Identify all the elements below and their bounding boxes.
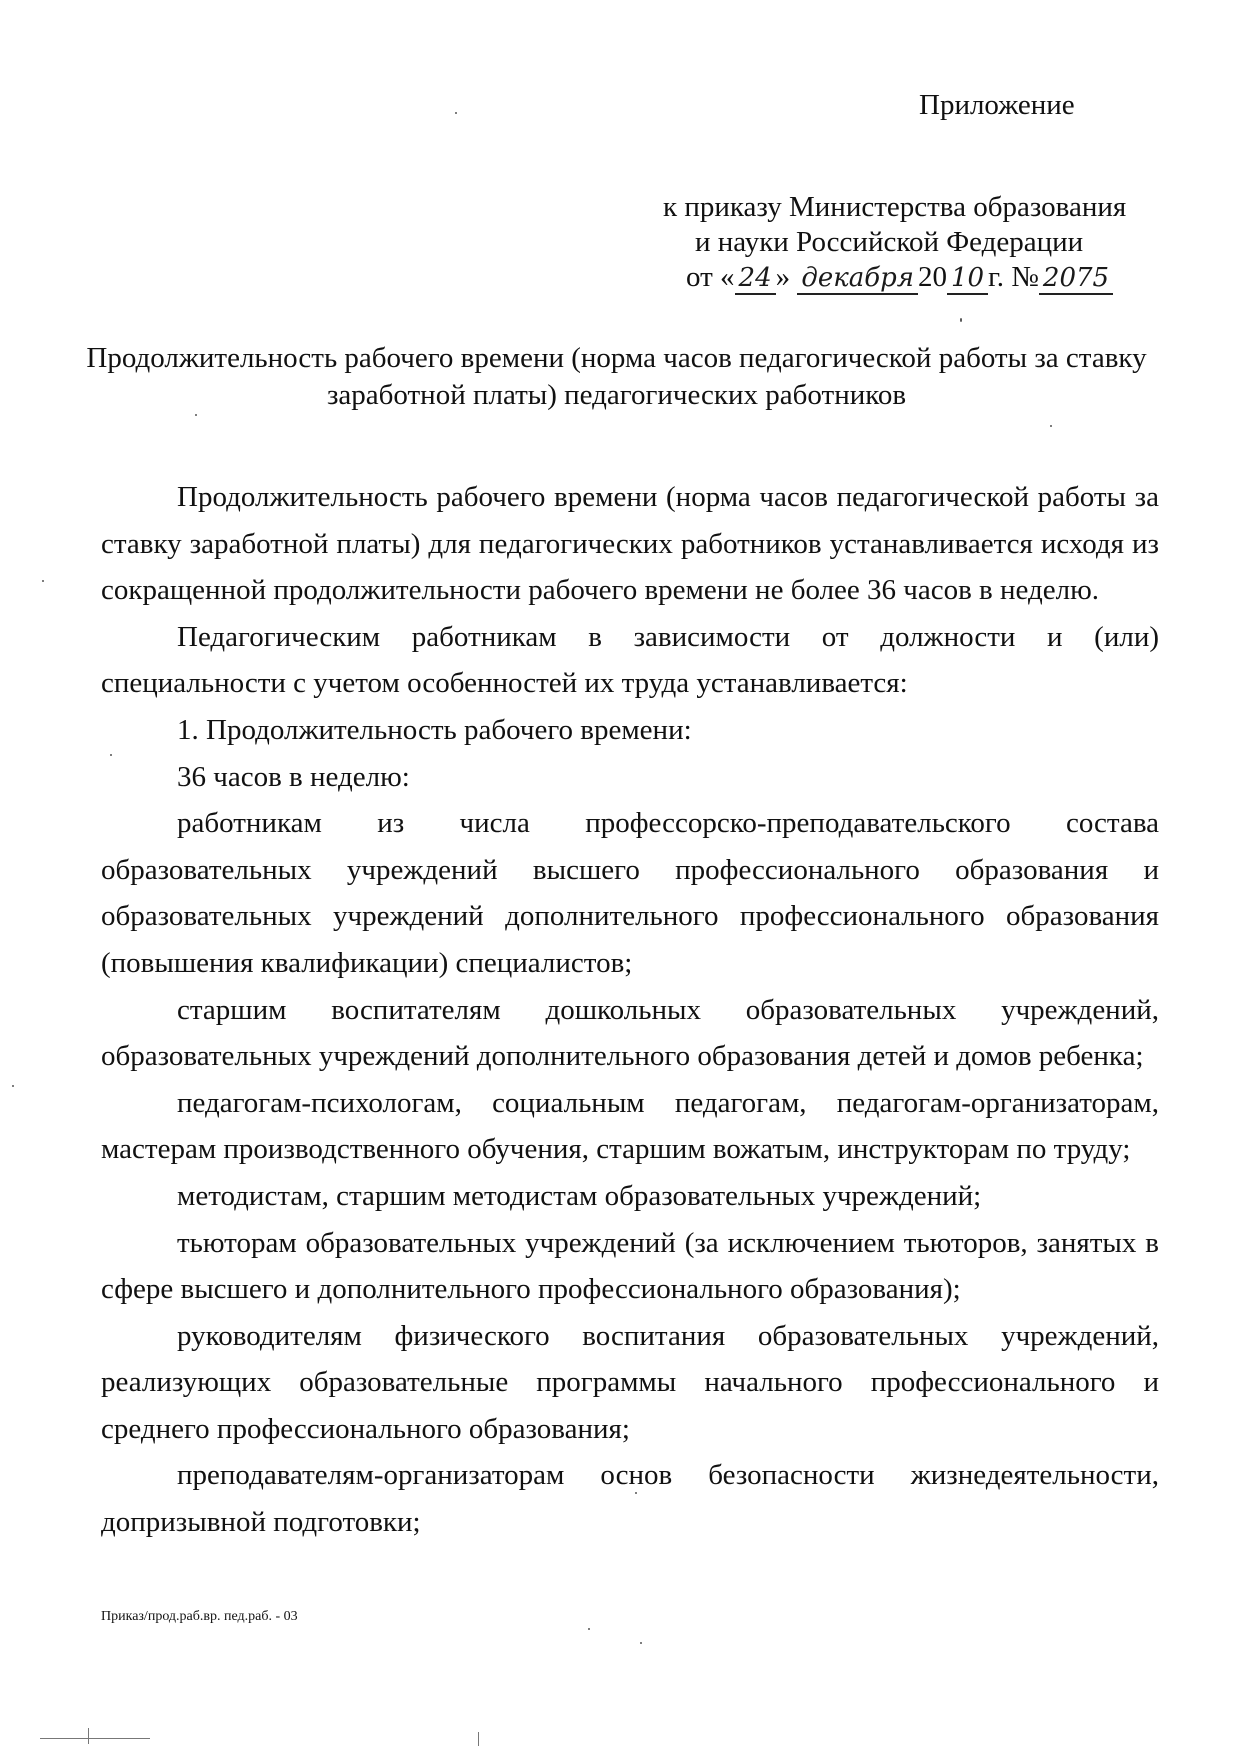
scan-speck xyxy=(588,1628,590,1630)
paragraph: старшим воспитателям дошкольных образовательных учреждений, образовательных учреждений дополнительного образования детей и домов ребенка; xyxy=(101,993,1159,1073)
paragraph: работникам из числа профессорско-преподавательского состава образовательных учреждений высшего профессионального образования и образовательных учреждений дополнительного профессионального образования (повышения квалификации) специалистов; xyxy=(101,807,1159,979)
paragraph: методистам, старшим методистам образовательных учреждений; xyxy=(177,1179,982,1212)
order-reference xyxy=(600,190,1140,296)
paragraph: тьюторам образовательных учреждений (за исключением тьюторов, занятых в сфере высшего и дополнительного профессионального образования); xyxy=(101,1226,1159,1306)
paragraph: Продолжительность рабочего времени (норма часов педагогической работы за ставку заработной платы) для педагогических работников устанавливается исходя из сокращенной продолжительности рабочего времени не более 36 часов в неделю. xyxy=(101,481,1159,607)
scan-edge-mark xyxy=(40,1738,150,1739)
paragraph: педагогам-психологам, социальным педагогам, педагогам-организаторам, мастерам производственного обучения, старшим вожатым, инструкторам по труду; xyxy=(101,1086,1159,1166)
order-no-prefix: г. № xyxy=(988,261,1039,293)
scan-speck xyxy=(455,112,457,114)
paragraph: преподавателям-организаторам основ безопасности жизнедеятельности, допризывной подготовки; xyxy=(101,1459,1159,1539)
scan-speck xyxy=(110,754,112,756)
order-ref-line-1: к приказу Министерства образования xyxy=(663,191,1127,223)
appendix-label: Приложение xyxy=(919,89,1075,121)
scan-edge-mark xyxy=(88,1728,89,1744)
footer-document-code: Приказ/прод.раб.вр. пед.раб. - 03 xyxy=(101,1609,298,1624)
document-title: Продолжительность рабочего времени (норма часов педагогической работы за ставку заработной платы) педагогических работников xyxy=(86,342,1147,411)
scan-speck xyxy=(640,1642,642,1644)
scan-speck xyxy=(195,414,197,416)
scan-edge-mark xyxy=(478,1732,479,1746)
order-year-handwritten: 10 xyxy=(947,263,988,295)
paragraph: руководителям физического воспитания образовательных учреждений, реализующих образовательные программы начального профессионального и среднего профессионального образования; xyxy=(101,1319,1159,1445)
document-body xyxy=(101,474,1159,1546)
order-day-handwritten: 24 xyxy=(735,263,776,295)
order-number-handwritten: 2075 xyxy=(1039,263,1113,295)
order-mid: » xyxy=(775,261,798,293)
order-prefix: от « xyxy=(686,261,735,293)
paragraph: 1. Продолжительность рабочего времени: xyxy=(177,713,692,746)
order-ref-line-2: и науки Российской Федерации xyxy=(695,226,1084,258)
paragraph: Педагогическим работникам в зависимости от должности и (или) специальности с учетом особенностей их труда устанавливается: xyxy=(101,620,1159,700)
scan-speck xyxy=(960,318,962,322)
scan-speck xyxy=(12,1085,14,1087)
order-year-prefix: 20 xyxy=(918,261,948,293)
order-month-handwritten: декабря xyxy=(797,263,918,295)
paragraph: 36 часов в неделю: xyxy=(177,760,410,793)
scan-speck xyxy=(1050,425,1052,427)
scan-speck xyxy=(42,580,44,582)
scan-speck xyxy=(635,1492,637,1494)
order-date-line xyxy=(600,260,1140,296)
